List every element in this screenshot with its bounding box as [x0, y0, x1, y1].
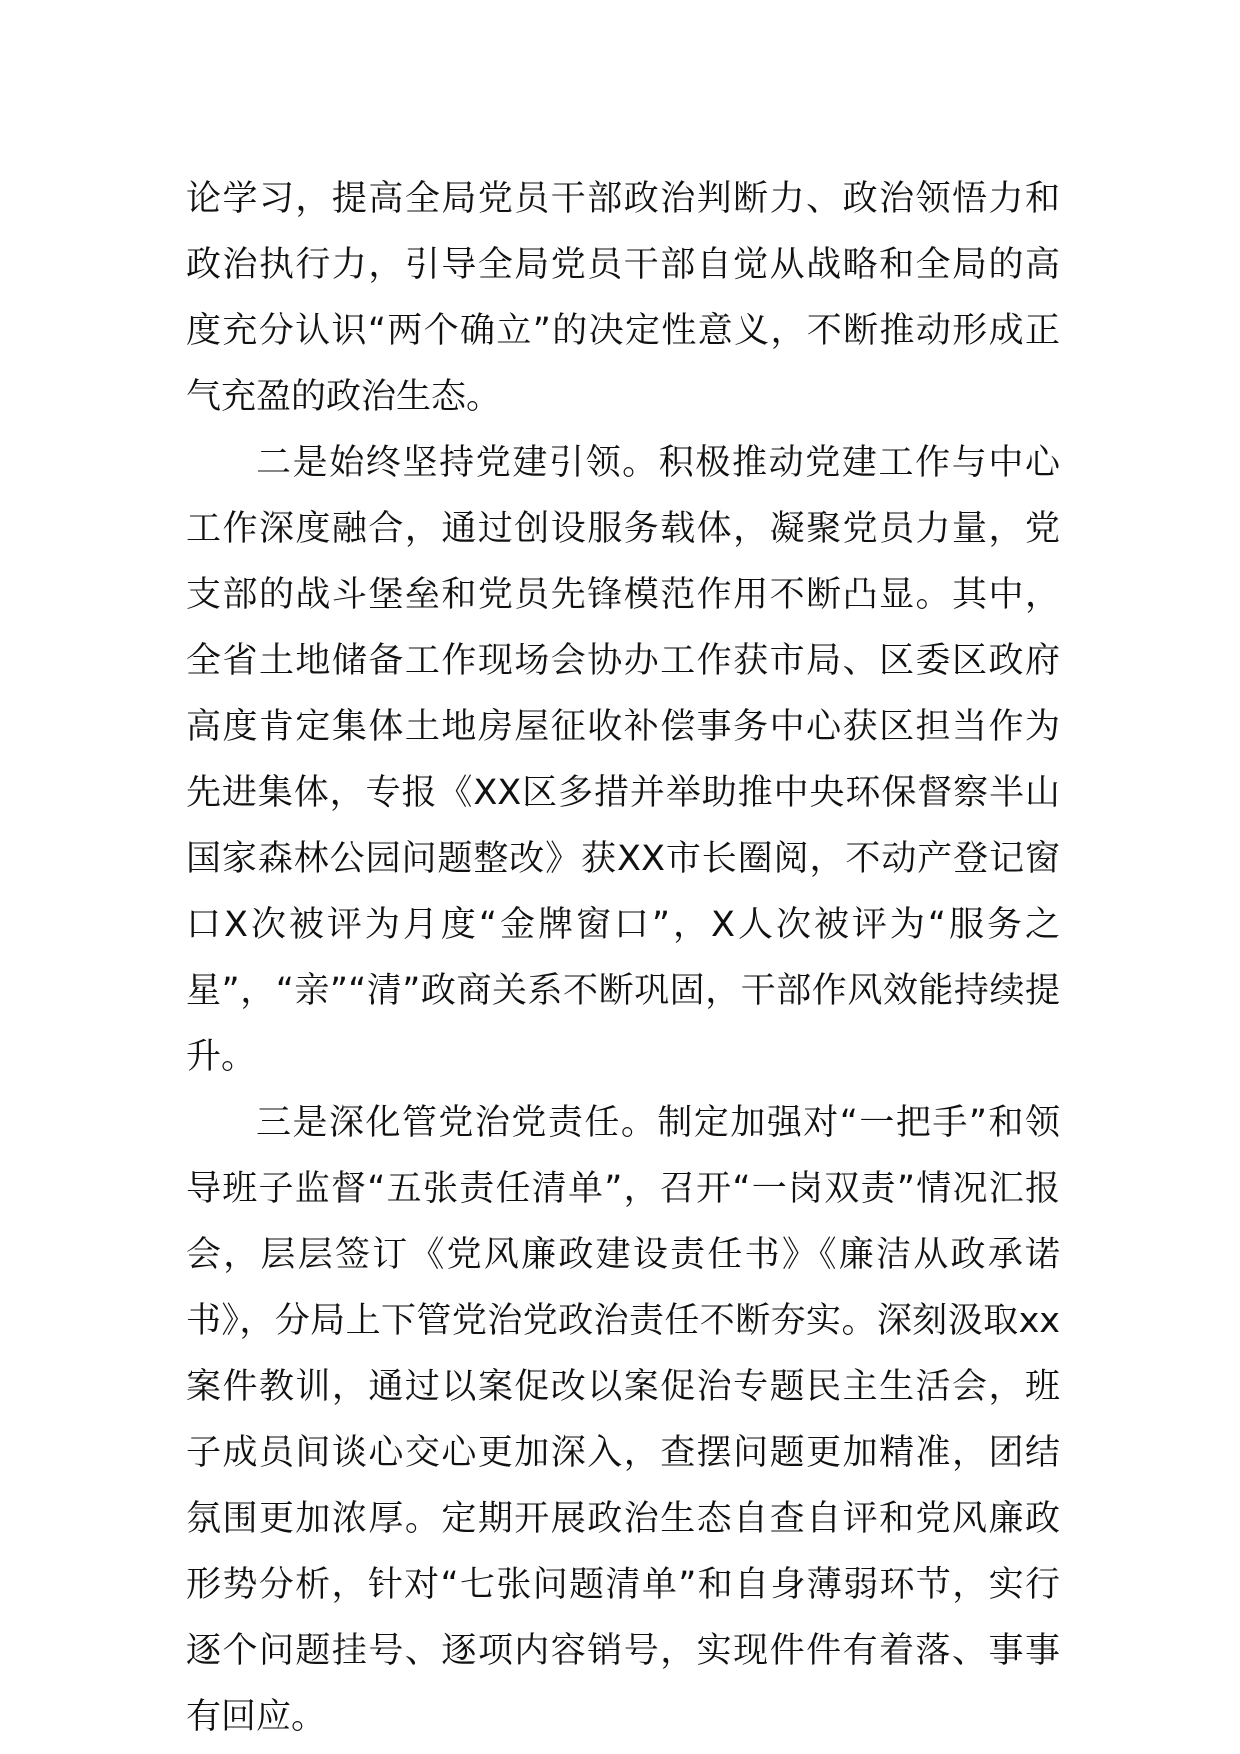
document-body: [186, 166, 1060, 1750]
paragraph-continuation: 论学习，提高全局党员干部政治判断力、政治领悟力和政治执行力，引导全局党员干部自觉从战略和全局的高度充分认识“两个确立”的决定性意义，不断推动形成正气充盈的政治生态。: [186, 179, 1060, 417]
paragraph-party-building: 二是始终坚持党建引领。积极推动党建工作与中心工作深度融合，通过创设服务载体，凝聚党员力量，党支部的战斗堡垒和党员先锋模范作用不断凸显。其中，全省土地储备工作现场会协办工作获市局、区委区政府高度肯定集体土地房屋征收补偿事务中心获区担当作为先进集体，专报《XX区多措并举助推中央环保督察半山国家森林公园问题整改》获XX市长圈阅，不动产登记窗口X次被评为月度“金牌窗口”，X人次被评为“服务之星”，“亲”“清”政商关系不断巩固，干部作风效能持续提升。: [186, 443, 1060, 1077]
paragraph-governance-responsibility: 三是深化管党治党责任。制定加强对“一把手”和领导班子监督“五张责任清单”，召开“一岗双责”情况汇报会，层层签订《党风廉政建设责任书》《廉洁从政承诺书》，分局上下管党治党政治责任不断夯实。深刻汲取xx案件教训，通过以案促改以案促治专题民主生活会，班子成员间谈心交心更加深入，查摆问题更加精准，团结氛围更加浓厚。定期开展政治生态自查自评和党风廉政形势分析，针对“七张问题清单”和自身薄弱环节，实行逐个问题挂号、逐项内容销号，实现件件有着落、事事有回应。: [186, 1103, 1060, 1737]
